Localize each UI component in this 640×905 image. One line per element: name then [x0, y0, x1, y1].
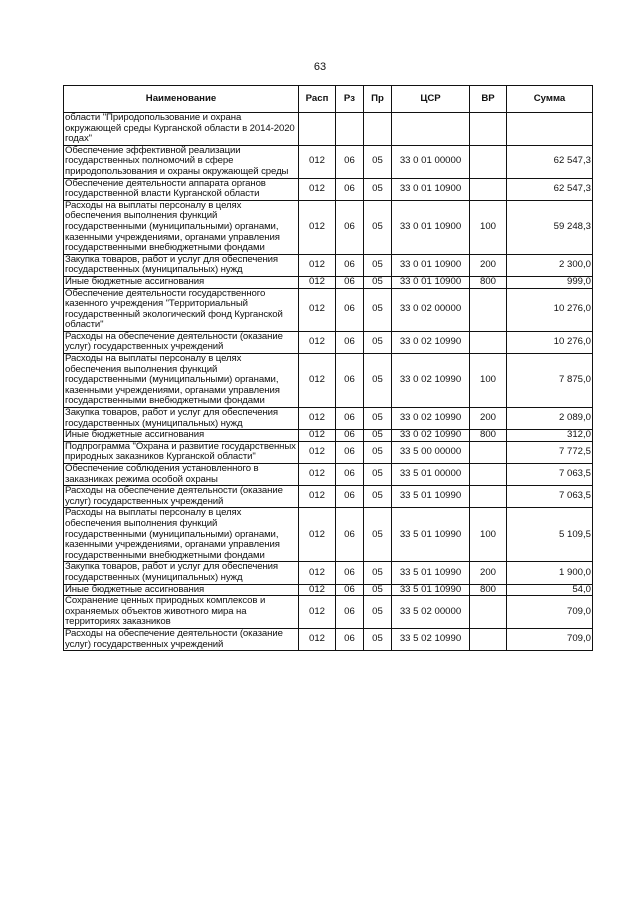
table-body — [64, 113, 593, 651]
header-csr: ЦСР — [392, 86, 470, 113]
cell-sum: 312,0 — [507, 430, 593, 442]
cell-name: области "Природопользование и охрана окружающей среды Курганской области в 2014-2020 годах" — [64, 113, 299, 146]
cell-name: Обеспечение деятельности государственного казенного учреждения "Территориальный государственный экологический фонд Курганской области" — [64, 288, 299, 331]
header-rasp: Расп — [299, 86, 336, 113]
cell-rasp: 012 — [299, 584, 336, 596]
cell-name: Иные бюджетные ассигнования — [64, 276, 299, 288]
cell-name: Иные бюджетные ассигнования — [64, 584, 299, 596]
cell-csr: 33 5 02 00000 — [392, 596, 470, 629]
cell-vr: 200 — [470, 562, 507, 584]
table-row — [64, 464, 593, 486]
cell-csr: 33 5 01 10990 — [392, 584, 470, 596]
cell-rasp: 012 — [299, 596, 336, 629]
cell-rasp: 012 — [299, 254, 336, 276]
cell-pr — [364, 113, 392, 146]
table-row — [64, 178, 593, 200]
cell-rasp: 012 — [299, 486, 336, 508]
cell-pr: 05 — [364, 508, 392, 562]
cell-vr — [470, 596, 507, 629]
cell-csr: 33 5 01 10990 — [392, 562, 470, 584]
cell-pr: 05 — [364, 408, 392, 430]
cell-sum: 5 109,5 — [507, 508, 593, 562]
cell-sum: 2 089,0 — [507, 408, 593, 430]
table-row — [64, 331, 593, 353]
cell-pr: 05 — [364, 486, 392, 508]
table-row — [64, 254, 593, 276]
cell-name: Расходы на обеспечение деятельности (оказание услуг) государственных учреждений — [64, 486, 299, 508]
cell-pr: 05 — [364, 584, 392, 596]
cell-rz: 06 — [336, 441, 364, 463]
cell-sum: 1 900,0 — [507, 562, 593, 584]
cell-sum: 62 547,3 — [507, 178, 593, 200]
cell-name: Расходы на выплаты персоналу в целях обеспечения выполнения функций государственными (муниципальными) органами, казенными учреждениями, органами управления государственными внебюджетными фондами — [64, 200, 299, 254]
header-pr: Пр — [364, 86, 392, 113]
cell-pr: 05 — [364, 288, 392, 331]
table-row — [64, 441, 593, 463]
cell-name: Сохранение ценных природных комплексов и охраняемых объектов животного мира на территориях заказников — [64, 596, 299, 629]
cell-pr: 05 — [364, 596, 392, 629]
cell-sum: 709,0 — [507, 628, 593, 650]
cell-sum: 62 547,3 — [507, 145, 593, 178]
cell-sum: 7 063,5 — [507, 464, 593, 486]
cell-vr: 800 — [470, 276, 507, 288]
budget-table — [63, 85, 593, 651]
cell-vr — [470, 178, 507, 200]
header-rz: Рз — [336, 86, 364, 113]
cell-csr: 33 0 01 10900 — [392, 200, 470, 254]
cell-csr: 33 0 01 10900 — [392, 254, 470, 276]
cell-pr: 05 — [364, 354, 392, 408]
cell-sum: 7 063,5 — [507, 486, 593, 508]
cell-csr: 33 0 02 10990 — [392, 430, 470, 442]
cell-rasp: 012 — [299, 200, 336, 254]
cell-rz: 06 — [336, 145, 364, 178]
cell-pr: 05 — [364, 464, 392, 486]
cell-rasp: 012 — [299, 288, 336, 331]
cell-name: Закупка товаров, работ и услуг для обеспечения государственных (муниципальных) нужд — [64, 254, 299, 276]
cell-rasp: 012 — [299, 430, 336, 442]
table-row — [64, 562, 593, 584]
cell-rz: 06 — [336, 178, 364, 200]
table-row — [64, 628, 593, 650]
cell-vr — [470, 145, 507, 178]
table-row — [64, 200, 593, 254]
cell-pr: 05 — [364, 441, 392, 463]
cell-pr: 05 — [364, 331, 392, 353]
cell-sum: 54,0 — [507, 584, 593, 596]
cell-sum — [507, 113, 593, 146]
cell-sum: 999,0 — [507, 276, 593, 288]
cell-csr: 33 5 02 10990 — [392, 628, 470, 650]
table-row — [64, 408, 593, 430]
cell-rz: 06 — [336, 288, 364, 331]
cell-rz: 06 — [336, 254, 364, 276]
table-row — [64, 430, 593, 442]
cell-csr: 33 0 02 10990 — [392, 331, 470, 353]
cell-rz: 06 — [336, 331, 364, 353]
cell-rz: 06 — [336, 464, 364, 486]
table-row — [64, 584, 593, 596]
header-vr: ВР — [470, 86, 507, 113]
cell-csr: 33 5 01 00000 — [392, 464, 470, 486]
cell-vr: 200 — [470, 408, 507, 430]
header-sum: Сумма — [507, 86, 593, 113]
cell-rasp — [299, 113, 336, 146]
table-header-row — [64, 86, 593, 113]
cell-rasp: 012 — [299, 354, 336, 408]
table-row — [64, 486, 593, 508]
cell-sum: 59 248,3 — [507, 200, 593, 254]
cell-rasp: 012 — [299, 145, 336, 178]
cell-csr: 33 0 02 10990 — [392, 408, 470, 430]
cell-sum: 10 276,0 — [507, 288, 593, 331]
cell-sum: 7 875,0 — [507, 354, 593, 408]
cell-csr: 33 0 01 10900 — [392, 178, 470, 200]
cell-name: Обеспечение деятельности аппарата органов государственной власти Курганской области — [64, 178, 299, 200]
cell-csr: 33 5 01 10990 — [392, 486, 470, 508]
cell-sum: 7 772,5 — [507, 441, 593, 463]
cell-pr: 05 — [364, 254, 392, 276]
cell-vr — [470, 113, 507, 146]
cell-pr: 05 — [364, 145, 392, 178]
table-row — [64, 145, 593, 178]
cell-rz: 06 — [336, 276, 364, 288]
cell-csr: 33 5 00 00000 — [392, 441, 470, 463]
table-row — [64, 276, 593, 288]
cell-vr — [470, 486, 507, 508]
cell-name: Закупка товаров, работ и услуг для обеспечения государственных (муниципальных) нужд — [64, 408, 299, 430]
cell-name: Обеспечение соблюдения установленного в заказниках режима особой охраны — [64, 464, 299, 486]
page-number: 63 — [313, 61, 327, 73]
cell-name: Подпрограмма "Охрана и развитие государственных природных заказников Курганской области" — [64, 441, 299, 463]
cell-vr: 100 — [470, 200, 507, 254]
cell-vr: 800 — [470, 584, 507, 596]
cell-pr: 05 — [364, 200, 392, 254]
cell-pr: 05 — [364, 178, 392, 200]
table-row — [64, 596, 593, 629]
cell-vr — [470, 628, 507, 650]
cell-sum: 10 276,0 — [507, 331, 593, 353]
cell-csr: 33 0 01 00000 — [392, 145, 470, 178]
cell-rz: 06 — [336, 562, 364, 584]
header-name: Наименование — [64, 86, 299, 113]
cell-vr: 100 — [470, 508, 507, 562]
table-row — [64, 288, 593, 331]
cell-rasp: 012 — [299, 331, 336, 353]
table-row — [64, 508, 593, 562]
cell-vr — [470, 441, 507, 463]
cell-vr: 100 — [470, 354, 507, 408]
cell-rasp: 012 — [299, 178, 336, 200]
cell-vr — [470, 331, 507, 353]
cell-pr: 05 — [364, 562, 392, 584]
cell-name: Расходы на выплаты персоналу в целях обеспечения выполнения функций государственными (муниципальными) органами, казенными учреждениями, органами управления государственными внебюджетными фондами — [64, 354, 299, 408]
cell-name: Закупка товаров, работ и услуг для обеспечения государственных (муниципальных) нужд — [64, 562, 299, 584]
cell-name: Иные бюджетные ассигнования — [64, 430, 299, 442]
cell-rasp: 012 — [299, 464, 336, 486]
cell-rz: 06 — [336, 486, 364, 508]
cell-name: Обеспечение эффективной реализации государственных полномочий в сфере природопользования и охраны окружающей среды — [64, 145, 299, 178]
cell-name: Расходы на обеспечение деятельности (оказание услуг) государственных учреждений — [64, 331, 299, 353]
cell-rasp: 012 — [299, 441, 336, 463]
cell-pr: 05 — [364, 430, 392, 442]
cell-rasp: 012 — [299, 408, 336, 430]
cell-pr: 05 — [364, 276, 392, 288]
table-row — [64, 113, 593, 146]
cell-pr: 05 — [364, 628, 392, 650]
cell-vr — [470, 464, 507, 486]
cell-csr — [392, 113, 470, 146]
cell-rz: 06 — [336, 408, 364, 430]
cell-sum: 709,0 — [507, 596, 593, 629]
cell-csr: 33 0 01 10900 — [392, 276, 470, 288]
cell-rz: 06 — [336, 508, 364, 562]
cell-name: Расходы на выплаты персоналу в целях обеспечения выполнения функций государственными (муниципальными) органами, казенными учреждениями, органами управления государственными внебюджетными фондами — [64, 508, 299, 562]
cell-csr: 33 5 01 10990 — [392, 508, 470, 562]
cell-vr: 800 — [470, 430, 507, 442]
cell-rasp: 012 — [299, 628, 336, 650]
cell-rasp: 012 — [299, 562, 336, 584]
cell-sum: 2 300,0 — [507, 254, 593, 276]
cell-rz: 06 — [336, 628, 364, 650]
cell-rz: 06 — [336, 596, 364, 629]
cell-csr: 33 0 02 10990 — [392, 354, 470, 408]
cell-rz: 06 — [336, 200, 364, 254]
cell-csr: 33 0 02 00000 — [392, 288, 470, 331]
cell-rz: 06 — [336, 430, 364, 442]
table-row — [64, 354, 593, 408]
cell-rz: 06 — [336, 354, 364, 408]
cell-vr: 200 — [470, 254, 507, 276]
cell-rasp: 012 — [299, 276, 336, 288]
cell-rz — [336, 113, 364, 146]
cell-rasp: 012 — [299, 508, 336, 562]
cell-vr — [470, 288, 507, 331]
cell-name: Расходы на обеспечение деятельности (оказание услуг) государственных учреждений — [64, 628, 299, 650]
cell-rz: 06 — [336, 584, 364, 596]
